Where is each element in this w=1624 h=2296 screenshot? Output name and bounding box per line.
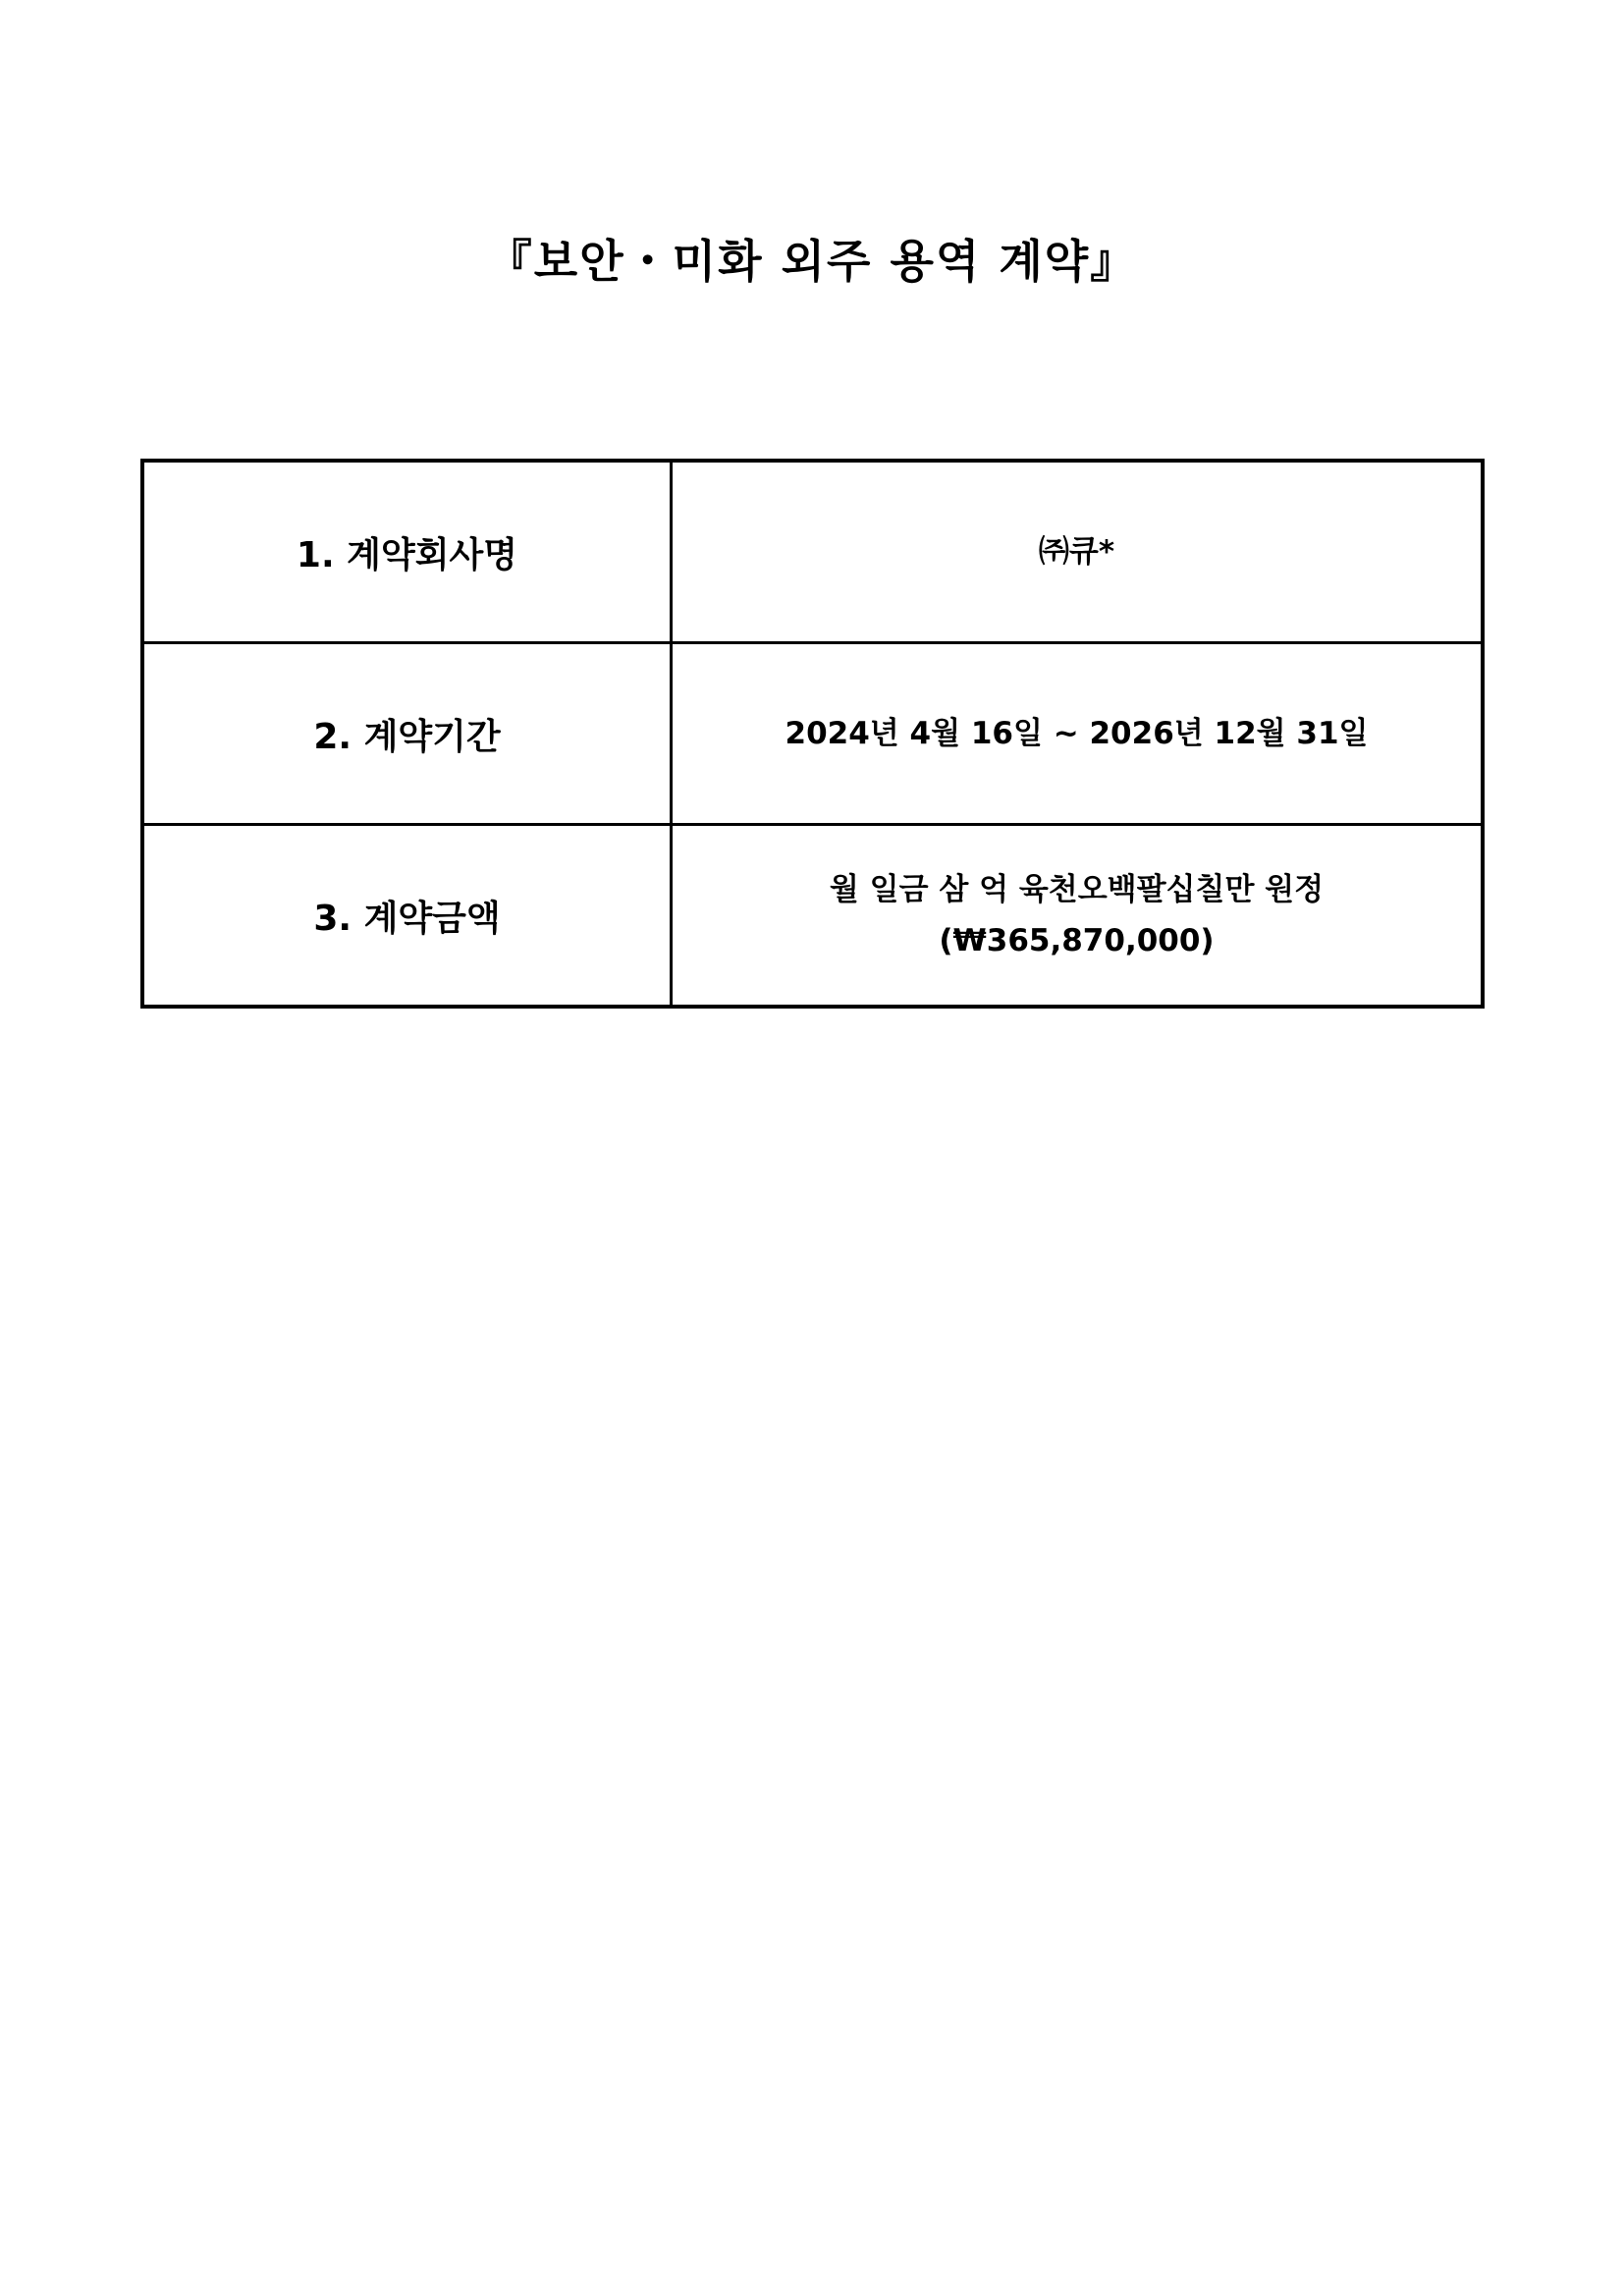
- table-row-contract-period: [142, 643, 1483, 825]
- contract-period-label: 2. 계약기간: [142, 643, 672, 825]
- contract-amount-numeric: (₩365,870,000): [939, 923, 1215, 958]
- contract-amount-value-cell: [672, 825, 1484, 1008]
- company-name-value: ㈜큐*: [672, 461, 1484, 643]
- table-row-contract-amount: [142, 825, 1483, 1008]
- document-title: 『보안・미화 외주 용역 계약』: [486, 235, 1138, 288]
- contract-period-value: 2024년 4월 16일 ~ 2026년 12월 31일: [672, 643, 1484, 825]
- contract-amount-label: 3. 계약금액: [142, 825, 672, 1008]
- contract-info-table: [140, 459, 1485, 1009]
- contract-amount-korean: 월 일금 삼 억 육천오백팔십칠만 원정: [829, 872, 1325, 907]
- table-row-company-name: [142, 461, 1483, 643]
- company-name-label: 1. 계약회사명: [142, 461, 672, 643]
